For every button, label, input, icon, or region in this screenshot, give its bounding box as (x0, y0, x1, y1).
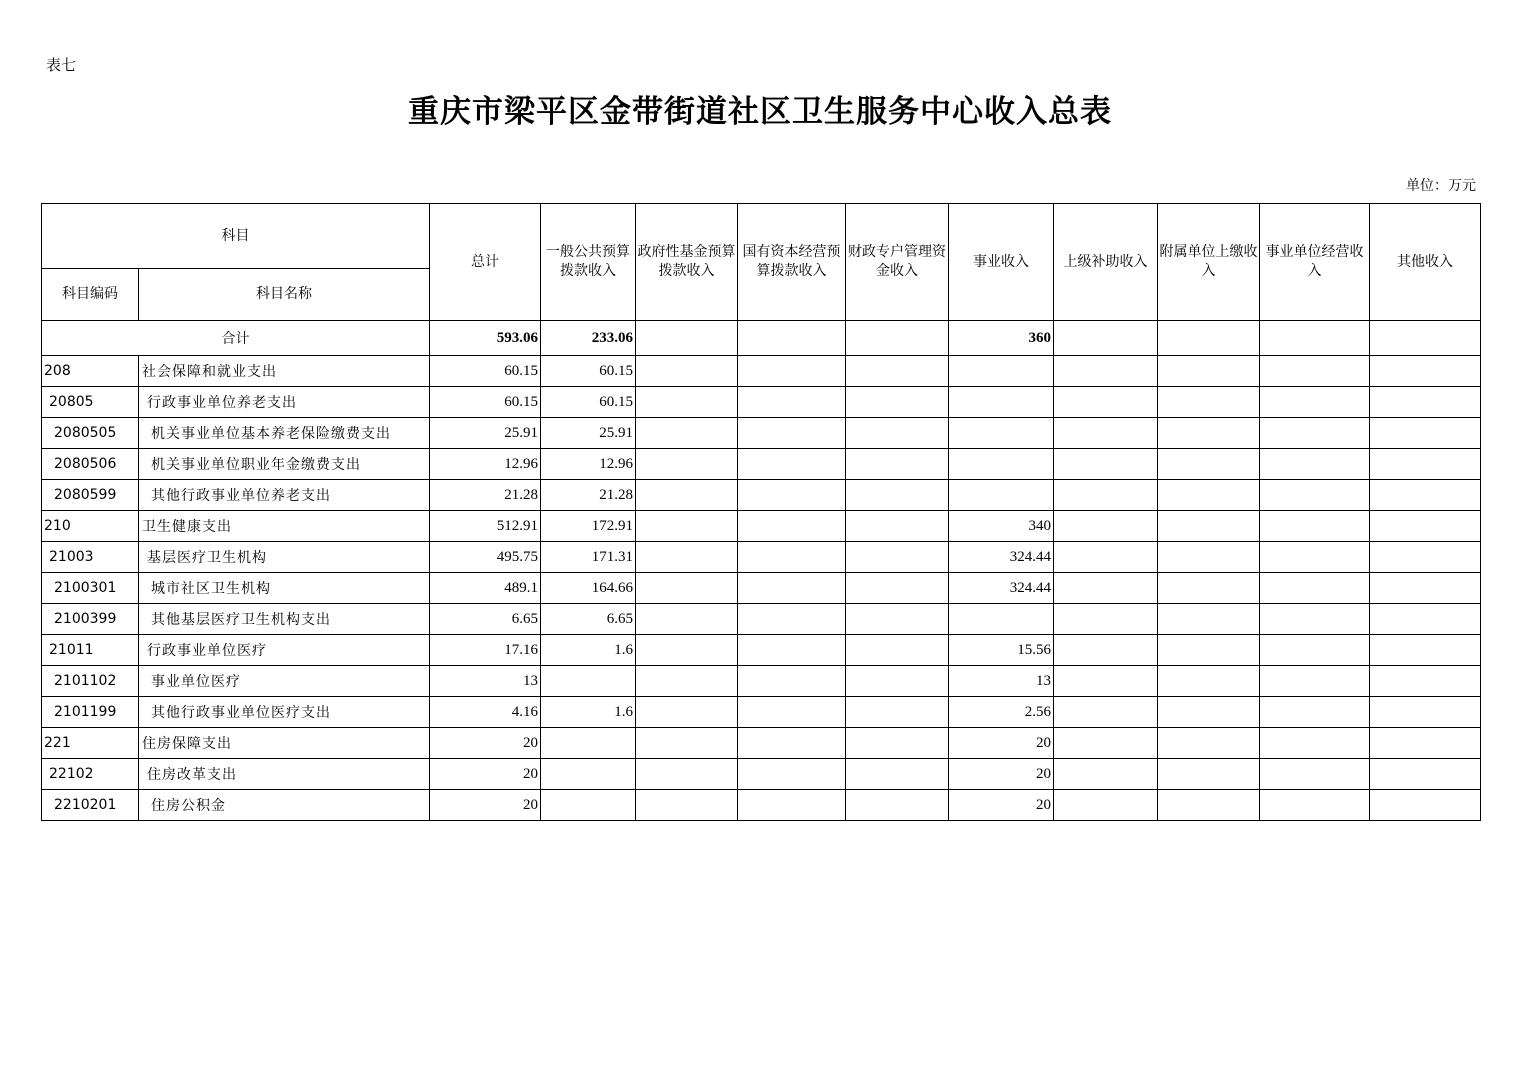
amount-cell: 324.44 (949, 542, 1054, 573)
total-value (1260, 321, 1370, 356)
total-row (42, 321, 1481, 356)
amount-cell (1158, 449, 1260, 480)
table-row (42, 728, 1481, 759)
amount-cell: 2.56 (949, 697, 1054, 728)
amount-cell (949, 418, 1054, 449)
table-row (42, 542, 1481, 573)
amount-cell (636, 790, 738, 821)
amount-cell (738, 356, 846, 387)
amount-cell (1260, 387, 1370, 418)
amount-cell: 13 (949, 666, 1054, 697)
amount-cell (1260, 511, 1370, 542)
amount-cell: 60.15 (430, 387, 541, 418)
amount-cell (1054, 356, 1158, 387)
header-subject-code: 科目编码 (42, 269, 139, 321)
amount-cell (738, 542, 846, 573)
subject-code-cell: 20805 (42, 387, 139, 418)
amount-cell (636, 542, 738, 573)
subject-name-cell: 城市社区卫生机构 (139, 573, 430, 604)
amount-cell (738, 635, 846, 666)
subject-name-cell: 机关事业单位基本养老保险缴费支出 (139, 418, 430, 449)
amount-cell (846, 759, 949, 790)
amount-cell (1370, 449, 1481, 480)
amount-cell: 60.15 (541, 387, 636, 418)
amount-cell (738, 604, 846, 635)
amount-cell: 512.91 (430, 511, 541, 542)
amount-cell: 340 (949, 511, 1054, 542)
amount-cell: 21.28 (541, 480, 636, 511)
amount-cell: 1.6 (541, 697, 636, 728)
amount-cell (1370, 387, 1481, 418)
subject-code-cell: 2080506 (42, 449, 139, 480)
amount-cell (1370, 542, 1481, 573)
amount-cell (1260, 635, 1370, 666)
total-value: 593.06 (430, 321, 541, 356)
amount-cell (1370, 511, 1481, 542)
amount-cell (949, 480, 1054, 511)
amount-cell (846, 573, 949, 604)
total-value: 360 (949, 321, 1054, 356)
table-row (42, 635, 1481, 666)
amount-cell: 324.44 (949, 573, 1054, 604)
amount-cell (1260, 697, 1370, 728)
subject-code-cell: 221 (42, 728, 139, 759)
header-col-4: 财政专户管理资金收入 (846, 204, 949, 321)
amount-cell (1260, 604, 1370, 635)
table-row (42, 604, 1481, 635)
subject-code-cell: 2210201 (42, 790, 139, 821)
subject-name-cell: 行政事业单位医疗 (139, 635, 430, 666)
amount-cell (541, 728, 636, 759)
amount-cell (1054, 728, 1158, 759)
subject-name-cell: 卫生健康支出 (139, 511, 430, 542)
amount-cell (949, 449, 1054, 480)
amount-cell (846, 542, 949, 573)
amount-cell (636, 387, 738, 418)
total-value (1054, 321, 1158, 356)
subject-name-cell: 其他基层医疗卫生机构支出 (139, 604, 430, 635)
table-row (42, 511, 1481, 542)
amount-cell: 25.91 (430, 418, 541, 449)
amount-cell: 1.6 (541, 635, 636, 666)
amount-cell (949, 604, 1054, 635)
amount-cell (846, 697, 949, 728)
subject-code-cell: 21003 (42, 542, 139, 573)
amount-cell (1158, 542, 1260, 573)
subject-code-cell: 210 (42, 511, 139, 542)
unit-label: 单位：万元 (1406, 178, 1476, 194)
amount-cell (1260, 573, 1370, 604)
amount-cell (1370, 604, 1481, 635)
subject-code-cell: 2100301 (42, 573, 139, 604)
subject-name-cell: 行政事业单位养老支出 (139, 387, 430, 418)
amount-cell (1054, 418, 1158, 449)
amount-cell (1260, 449, 1370, 480)
amount-cell (738, 697, 846, 728)
amount-cell (1054, 697, 1158, 728)
amount-cell (1158, 480, 1260, 511)
subject-code-cell: 2101199 (42, 697, 139, 728)
total-value (738, 321, 846, 356)
amount-cell (1260, 356, 1370, 387)
amount-cell (636, 728, 738, 759)
amount-cell (1158, 759, 1260, 790)
amount-cell (1370, 480, 1481, 511)
amount-cell (1158, 573, 1260, 604)
subject-name-cell: 住房改革支出 (139, 759, 430, 790)
amount-cell (738, 387, 846, 418)
amount-cell: 60.15 (430, 356, 541, 387)
income-summary-table (41, 203, 1481, 821)
amount-cell (1370, 356, 1481, 387)
amount-cell (1158, 418, 1260, 449)
subject-name-cell: 事业单位医疗 (139, 666, 430, 697)
amount-cell (541, 666, 636, 697)
subject-code-cell: 21011 (42, 635, 139, 666)
amount-cell (846, 418, 949, 449)
subject-name-cell: 基层医疗卫生机构 (139, 542, 430, 573)
amount-cell (541, 759, 636, 790)
page-title: 重庆市梁平区金带街道社区卫生服务中心收入总表 (408, 94, 1112, 130)
subject-code-cell: 2080599 (42, 480, 139, 511)
amount-cell (1370, 728, 1481, 759)
amount-cell (846, 604, 949, 635)
amount-cell (1370, 790, 1481, 821)
amount-cell (1370, 573, 1481, 604)
subject-code-cell: 2100399 (42, 604, 139, 635)
amount-cell: 60.15 (541, 356, 636, 387)
subject-name-cell: 社会保障和就业支出 (139, 356, 430, 387)
amount-cell (738, 666, 846, 697)
amount-cell (1370, 666, 1481, 697)
table-row (42, 418, 1481, 449)
amount-cell (636, 666, 738, 697)
amount-cell (949, 356, 1054, 387)
amount-cell (636, 449, 738, 480)
amount-cell: 20 (949, 790, 1054, 821)
amount-cell (1054, 790, 1158, 821)
amount-cell (738, 573, 846, 604)
amount-cell (1260, 790, 1370, 821)
amount-cell (636, 511, 738, 542)
amount-cell (636, 480, 738, 511)
amount-cell (1054, 542, 1158, 573)
amount-cell: 4.16 (430, 697, 541, 728)
amount-cell (1260, 759, 1370, 790)
header-col-5: 事业收入 (949, 204, 1054, 321)
amount-cell (1370, 697, 1481, 728)
amount-cell: 164.66 (541, 573, 636, 604)
subject-name-cell: 其他行政事业单位医疗支出 (139, 697, 430, 728)
amount-cell (1260, 728, 1370, 759)
total-value (636, 321, 738, 356)
amount-cell (1158, 697, 1260, 728)
amount-cell (1158, 387, 1260, 418)
amount-cell (1054, 449, 1158, 480)
table-row (42, 790, 1481, 821)
amount-cell: 20 (949, 728, 1054, 759)
subject-code-cell: 208 (42, 356, 139, 387)
amount-cell (1054, 387, 1158, 418)
total-value (1370, 321, 1481, 356)
subject-name-cell: 住房保障支出 (139, 728, 430, 759)
table-row (42, 573, 1481, 604)
total-value (846, 321, 949, 356)
total-value: 233.06 (541, 321, 636, 356)
amount-cell: 21.28 (430, 480, 541, 511)
amount-cell (636, 759, 738, 790)
amount-cell (1054, 666, 1158, 697)
amount-cell (738, 449, 846, 480)
amount-cell: 172.91 (541, 511, 636, 542)
amount-cell: 20 (430, 790, 541, 821)
amount-cell (738, 511, 846, 542)
amount-cell (1158, 635, 1260, 666)
amount-cell: 6.65 (541, 604, 636, 635)
amount-cell (1370, 759, 1481, 790)
amount-cell (1054, 759, 1158, 790)
amount-cell (846, 480, 949, 511)
amount-cell (1054, 480, 1158, 511)
amount-cell (846, 666, 949, 697)
amount-cell (1158, 790, 1260, 821)
amount-cell (846, 635, 949, 666)
subject-name-cell: 其他行政事业单位养老支出 (139, 480, 430, 511)
total-label: 合计 (42, 321, 430, 356)
amount-cell (636, 356, 738, 387)
amount-cell: 489.1 (430, 573, 541, 604)
amount-cell (636, 573, 738, 604)
amount-cell (636, 418, 738, 449)
amount-cell (846, 790, 949, 821)
amount-cell (636, 635, 738, 666)
amount-cell (1260, 666, 1370, 697)
amount-cell (1054, 635, 1158, 666)
amount-cell: 15.56 (949, 635, 1054, 666)
amount-cell (1054, 511, 1158, 542)
amount-cell (949, 387, 1054, 418)
amount-cell: 13 (430, 666, 541, 697)
amount-cell: 25.91 (541, 418, 636, 449)
subject-name-cell: 住房公积金 (139, 790, 430, 821)
amount-cell: 12.96 (430, 449, 541, 480)
amount-cell: 20 (430, 759, 541, 790)
table-row (42, 480, 1481, 511)
header-col-0: 总计 (430, 204, 541, 321)
amount-cell (1158, 511, 1260, 542)
amount-cell (1054, 573, 1158, 604)
header-subject: 科目 (42, 204, 430, 269)
header-subject-name: 科目名称 (139, 269, 430, 321)
table-number-label: 表七 (46, 56, 77, 74)
amount-cell (846, 511, 949, 542)
amount-cell: 17.16 (430, 635, 541, 666)
amount-cell: 12.96 (541, 449, 636, 480)
amount-cell (1370, 418, 1481, 449)
amount-cell (846, 356, 949, 387)
table-row (42, 666, 1481, 697)
subject-code-cell: 2101102 (42, 666, 139, 697)
header-col-9: 其他收入 (1370, 204, 1481, 321)
table-row (42, 449, 1481, 480)
subject-code-cell: 22102 (42, 759, 139, 790)
amount-cell (846, 728, 949, 759)
amount-cell (738, 480, 846, 511)
amount-cell (541, 790, 636, 821)
amount-cell (738, 728, 846, 759)
amount-cell (636, 604, 738, 635)
amount-cell (1158, 728, 1260, 759)
amount-cell (1260, 480, 1370, 511)
header-col-8: 事业单位经营收入 (1260, 204, 1370, 321)
amount-cell (738, 759, 846, 790)
amount-cell: 171.31 (541, 542, 636, 573)
amount-cell (738, 790, 846, 821)
amount-cell: 20 (430, 728, 541, 759)
amount-cell (846, 387, 949, 418)
total-value (1158, 321, 1260, 356)
amount-cell (1158, 356, 1260, 387)
amount-cell (636, 697, 738, 728)
header-col-2: 政府性基金预算拨款收入 (636, 204, 738, 321)
amount-cell (1370, 635, 1481, 666)
table-row (42, 356, 1481, 387)
amount-cell (1054, 604, 1158, 635)
header-col-7: 附属单位上缴收入 (1158, 204, 1260, 321)
amount-cell: 495.75 (430, 542, 541, 573)
subject-name-cell: 机关事业单位职业年金缴费支出 (139, 449, 430, 480)
amount-cell (1158, 666, 1260, 697)
header-col-6: 上级补助收入 (1054, 204, 1158, 321)
amount-cell: 6.65 (430, 604, 541, 635)
amount-cell (1260, 542, 1370, 573)
amount-cell (846, 449, 949, 480)
amount-cell (1260, 418, 1370, 449)
header-col-1: 一般公共预算拨款收入 (541, 204, 636, 321)
amount-cell: 20 (949, 759, 1054, 790)
header-col-3: 国有资本经营预算拨款收入 (738, 204, 846, 321)
table-row (42, 759, 1481, 790)
table-row (42, 387, 1481, 418)
amount-cell (1158, 604, 1260, 635)
table-row (42, 697, 1481, 728)
table-body (42, 321, 1481, 821)
subject-code-cell: 2080505 (42, 418, 139, 449)
amount-cell (738, 418, 846, 449)
